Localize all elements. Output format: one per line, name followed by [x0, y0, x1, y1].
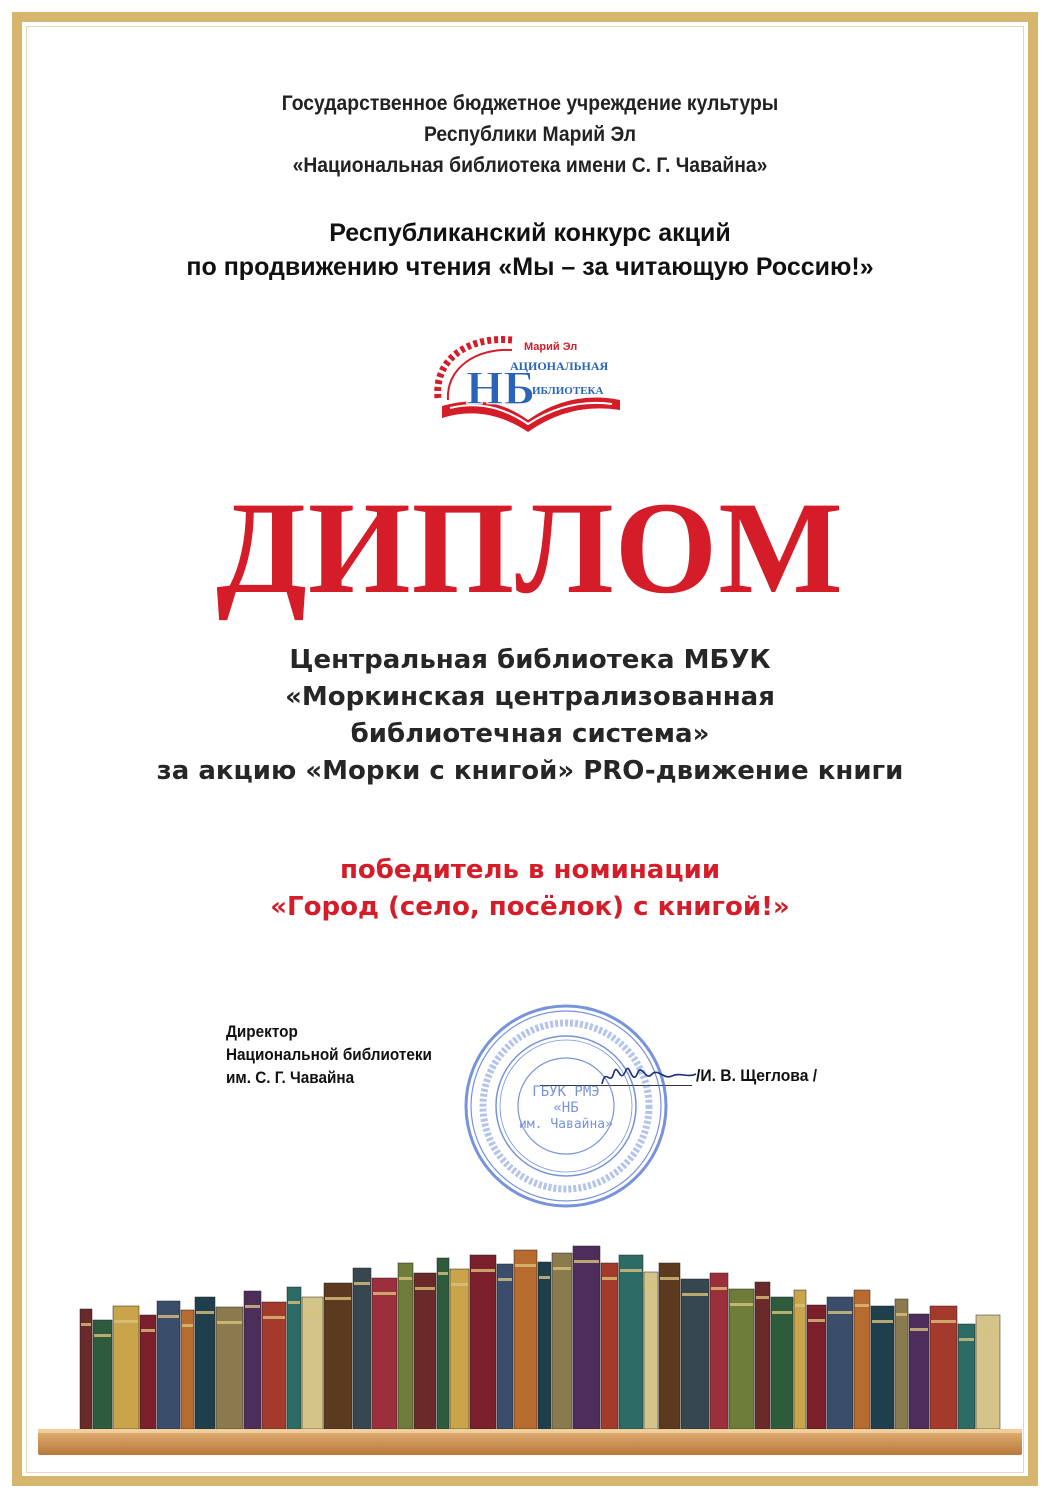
book-spine [157, 1301, 180, 1429]
book-spine-band [182, 1324, 193, 1327]
book-spine-band [245, 1305, 260, 1308]
organization-line: Государственное бюджетное учреждение культуры [281, 92, 779, 115]
book-spine-band [373, 1292, 396, 1295]
book-spine-band [910, 1328, 928, 1331]
book-spine [450, 1269, 469, 1429]
organization-header [42, 88, 1017, 181]
book-spine-band [114, 1320, 138, 1323]
book-spine-band [498, 1278, 512, 1281]
contest-title [0, 216, 1060, 284]
book-spine-band [602, 1277, 617, 1280]
nomination-line: победитель в номинации [339, 855, 721, 885]
book-spine-band [217, 1321, 242, 1324]
book-row [80, 1246, 1000, 1429]
book-spine [470, 1255, 496, 1429]
book-spine-band [574, 1260, 599, 1263]
book-spine-band [553, 1267, 571, 1270]
handwritten-signature [598, 1058, 698, 1094]
awardee-line: за акцию «Морки с книгой» PRO-движение книги [156, 756, 904, 786]
book-spine [353, 1268, 371, 1429]
book-spine-band [795, 1304, 805, 1307]
awardee-line: библиотечная система» [350, 719, 710, 749]
book-spine [437, 1258, 449, 1429]
book-spine-band [94, 1334, 111, 1337]
book-spine-band [263, 1316, 285, 1319]
book-spine [552, 1253, 572, 1429]
book-spine [140, 1315, 156, 1429]
director-position [226, 1020, 432, 1089]
book-spine [244, 1291, 261, 1429]
book-spine [601, 1263, 618, 1429]
shelf-edge [38, 1429, 1022, 1433]
book-spine [216, 1307, 243, 1429]
seal-center-line: им. Чавайна» [519, 1117, 613, 1132]
logo-word-1: АЦИОНАЛЬНАЯ [510, 359, 609, 373]
book-spine [573, 1246, 600, 1429]
book-spine-band [515, 1264, 536, 1267]
book-spine-band [288, 1301, 300, 1304]
logo-top-text: Марий Эл [524, 341, 578, 353]
book-spine [372, 1278, 397, 1429]
book-spine [794, 1290, 806, 1429]
book-spine [287, 1287, 301, 1429]
director-line: Директор [226, 1022, 298, 1041]
book-spine-band [325, 1297, 351, 1300]
book-spine-band [896, 1313, 907, 1316]
book-spine [659, 1263, 680, 1429]
signer-name: /И. В. Щеглова / [696, 1066, 818, 1085]
nomination-line: «Город (село, посёлок) с книгой!» [270, 892, 790, 922]
awardee-line: «Моркинская централизованная [285, 682, 775, 712]
book-spine-band [354, 1282, 370, 1285]
book-spine-band [730, 1303, 753, 1306]
book-spine-band [931, 1320, 956, 1323]
book-spine-band [828, 1311, 852, 1314]
book-spine [871, 1306, 894, 1429]
contest-line: Республиканский конкурс акций [329, 219, 731, 247]
seal-center-line: ГБУК РМЭ [532, 1084, 600, 1100]
book-spine-band [872, 1320, 893, 1323]
book-spine [681, 1279, 709, 1429]
organization-line: «Национальная библиотека имени С. Г. Чавайна» [292, 154, 768, 177]
diploma-title: ДИПЛОМ [216, 474, 844, 621]
book-spine [827, 1297, 853, 1429]
book-spine [80, 1309, 92, 1429]
logo-letters: НБ [466, 362, 536, 415]
book-spine-band [808, 1319, 825, 1322]
book-spine-band [756, 1296, 769, 1299]
book-spine [909, 1314, 929, 1429]
book-spine [398, 1263, 413, 1429]
book-spine [729, 1289, 754, 1429]
book-spine-band [539, 1276, 550, 1279]
book-spine [619, 1255, 643, 1429]
book-spine-band [196, 1311, 214, 1314]
book-spine [497, 1264, 513, 1429]
book-spine-band [303, 1311, 322, 1314]
book-spine [854, 1290, 870, 1429]
book-spine-band [959, 1338, 974, 1341]
book-spine [514, 1250, 537, 1429]
seal-center-line: «НБ [553, 1100, 579, 1116]
book-spine-band [620, 1269, 642, 1272]
book-spine-band [855, 1304, 869, 1307]
book-spine [262, 1302, 286, 1429]
awardee-line: Центральная библиотека МБУК [289, 645, 771, 675]
book-spine-band [682, 1293, 708, 1296]
library-logo [420, 328, 640, 440]
bookshelf-illustration [30, 1245, 1030, 1470]
book-spine-band [141, 1329, 155, 1332]
book-spine [538, 1262, 551, 1429]
book-spine-band [645, 1286, 657, 1289]
director-line: им. С. Г. Чавайна [226, 1068, 355, 1087]
official-seal [460, 1000, 672, 1212]
book-spine-band [415, 1287, 435, 1290]
book-spine-band [772, 1311, 792, 1314]
book-spine-band [471, 1269, 495, 1272]
book-spine [324, 1283, 352, 1429]
book-spine [771, 1297, 793, 1429]
director-line: Национальной библиотеки [226, 1045, 432, 1064]
book-spine-band [81, 1323, 91, 1326]
book-spine [755, 1282, 770, 1429]
book-spine [930, 1306, 957, 1429]
book-spine [181, 1310, 194, 1429]
book-spine-band [977, 1329, 999, 1332]
book-spine [195, 1297, 215, 1429]
logo-word-2: ИБЛИОТЕКА [532, 385, 604, 397]
nomination-block [0, 852, 1060, 926]
contest-line: по продвижению чтения «Мы – за читающую Россию!» [186, 253, 874, 281]
book-spine-band [158, 1315, 179, 1318]
book-spine-band [399, 1277, 412, 1280]
book-spine [807, 1305, 826, 1429]
book-spine-band [660, 1277, 679, 1280]
book-spine [302, 1297, 323, 1429]
book-spine [644, 1272, 658, 1429]
book-spine-band [438, 1272, 448, 1275]
book-spine [113, 1306, 139, 1429]
book-spine-band [451, 1283, 468, 1286]
book-spine [710, 1273, 728, 1429]
book-spine [895, 1299, 908, 1429]
book-spine-band [711, 1287, 727, 1290]
book-spine [414, 1273, 436, 1429]
book-spine [976, 1315, 1000, 1429]
organization-line: Республики Марий Эл [423, 123, 637, 146]
awardee-block [0, 642, 1060, 790]
